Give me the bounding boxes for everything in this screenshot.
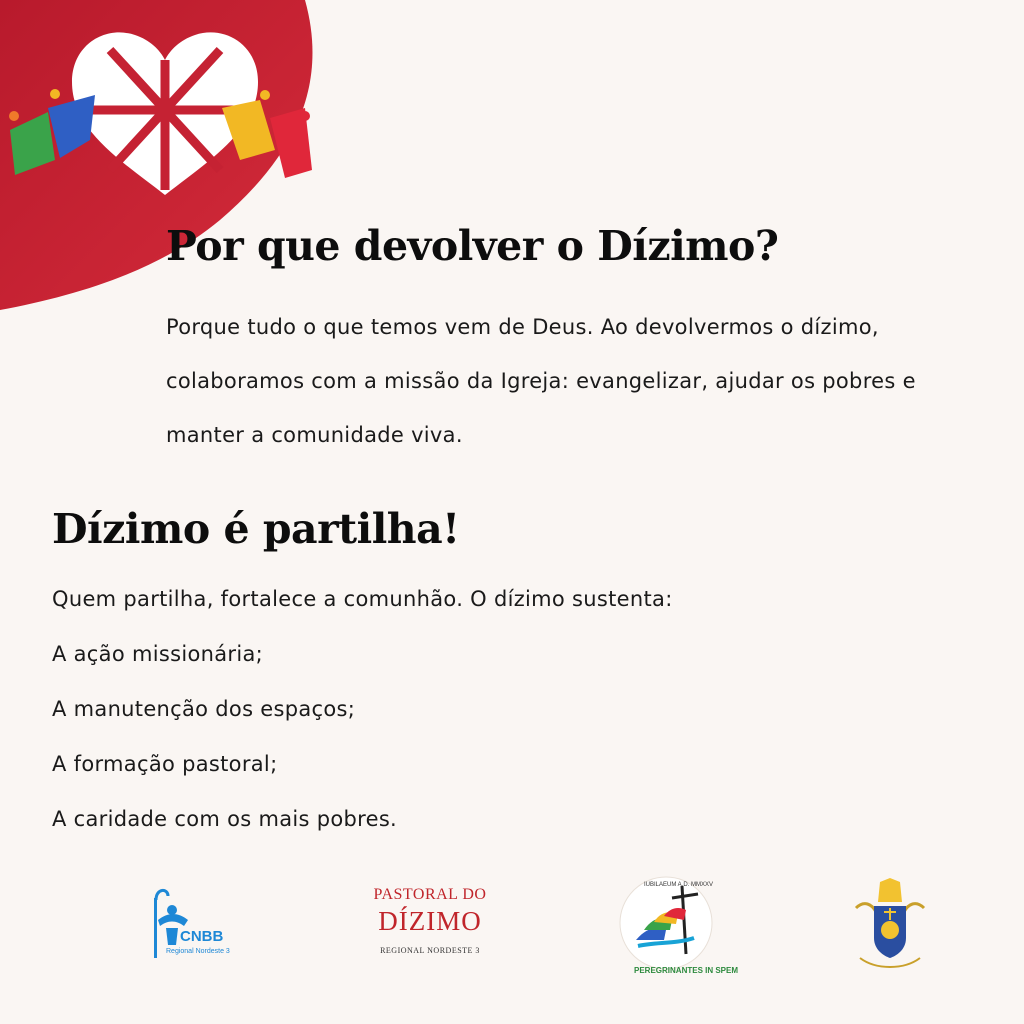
jubilee-ring-text: PEREGRINANTES IN SPEM bbox=[634, 966, 739, 975]
list-item: A manutenção dos espaços; bbox=[52, 697, 356, 721]
corner-decoration bbox=[0, 0, 330, 320]
list-item: A caridade com os mais pobres. bbox=[52, 807, 398, 831]
pastoral-dizimo-logo bbox=[355, 860, 505, 990]
cnbb-label: CNBB bbox=[180, 928, 224, 945]
list-item: A formação pastoral; bbox=[52, 752, 278, 776]
cnbb-logo bbox=[138, 860, 248, 990]
episcopal-crest-logo bbox=[850, 860, 930, 990]
jubilee-logo bbox=[616, 860, 739, 990]
cnbb-subtitle: Regional Nordeste 3 bbox=[166, 948, 230, 955]
list-item: A ação missionária; bbox=[52, 642, 263, 666]
pastoral-line2: DÍZIMO bbox=[378, 906, 482, 936]
section1-title: Por que devolver o Dízimo? bbox=[166, 222, 779, 270]
jubilee-top-text: IUBILAEUM A.D. MMXXV bbox=[644, 882, 714, 888]
section2-list bbox=[52, 575, 952, 850]
cnbb-crozier-icon bbox=[138, 880, 198, 970]
pastoral-line1: PASTORAL DO bbox=[373, 886, 487, 903]
section2-intro: Quem partilha, fortalece a comunhão. O dízimo sustenta: bbox=[52, 587, 673, 611]
episcopal-crest-icon bbox=[850, 878, 930, 978]
footer-logos bbox=[0, 860, 1024, 990]
section1-body: Porque tudo o que temos vem de Deus. Ao devolvermos o dízimo, colaboramos com a missão da Igreja: evangelizar, ajudar os pobres e manter a comunidade viva. bbox=[166, 315, 916, 447]
pastoral-line3: REGIONAL NORDESTE 3 bbox=[380, 946, 480, 955]
section2-title: Dízimo é partilha! bbox=[52, 505, 460, 553]
